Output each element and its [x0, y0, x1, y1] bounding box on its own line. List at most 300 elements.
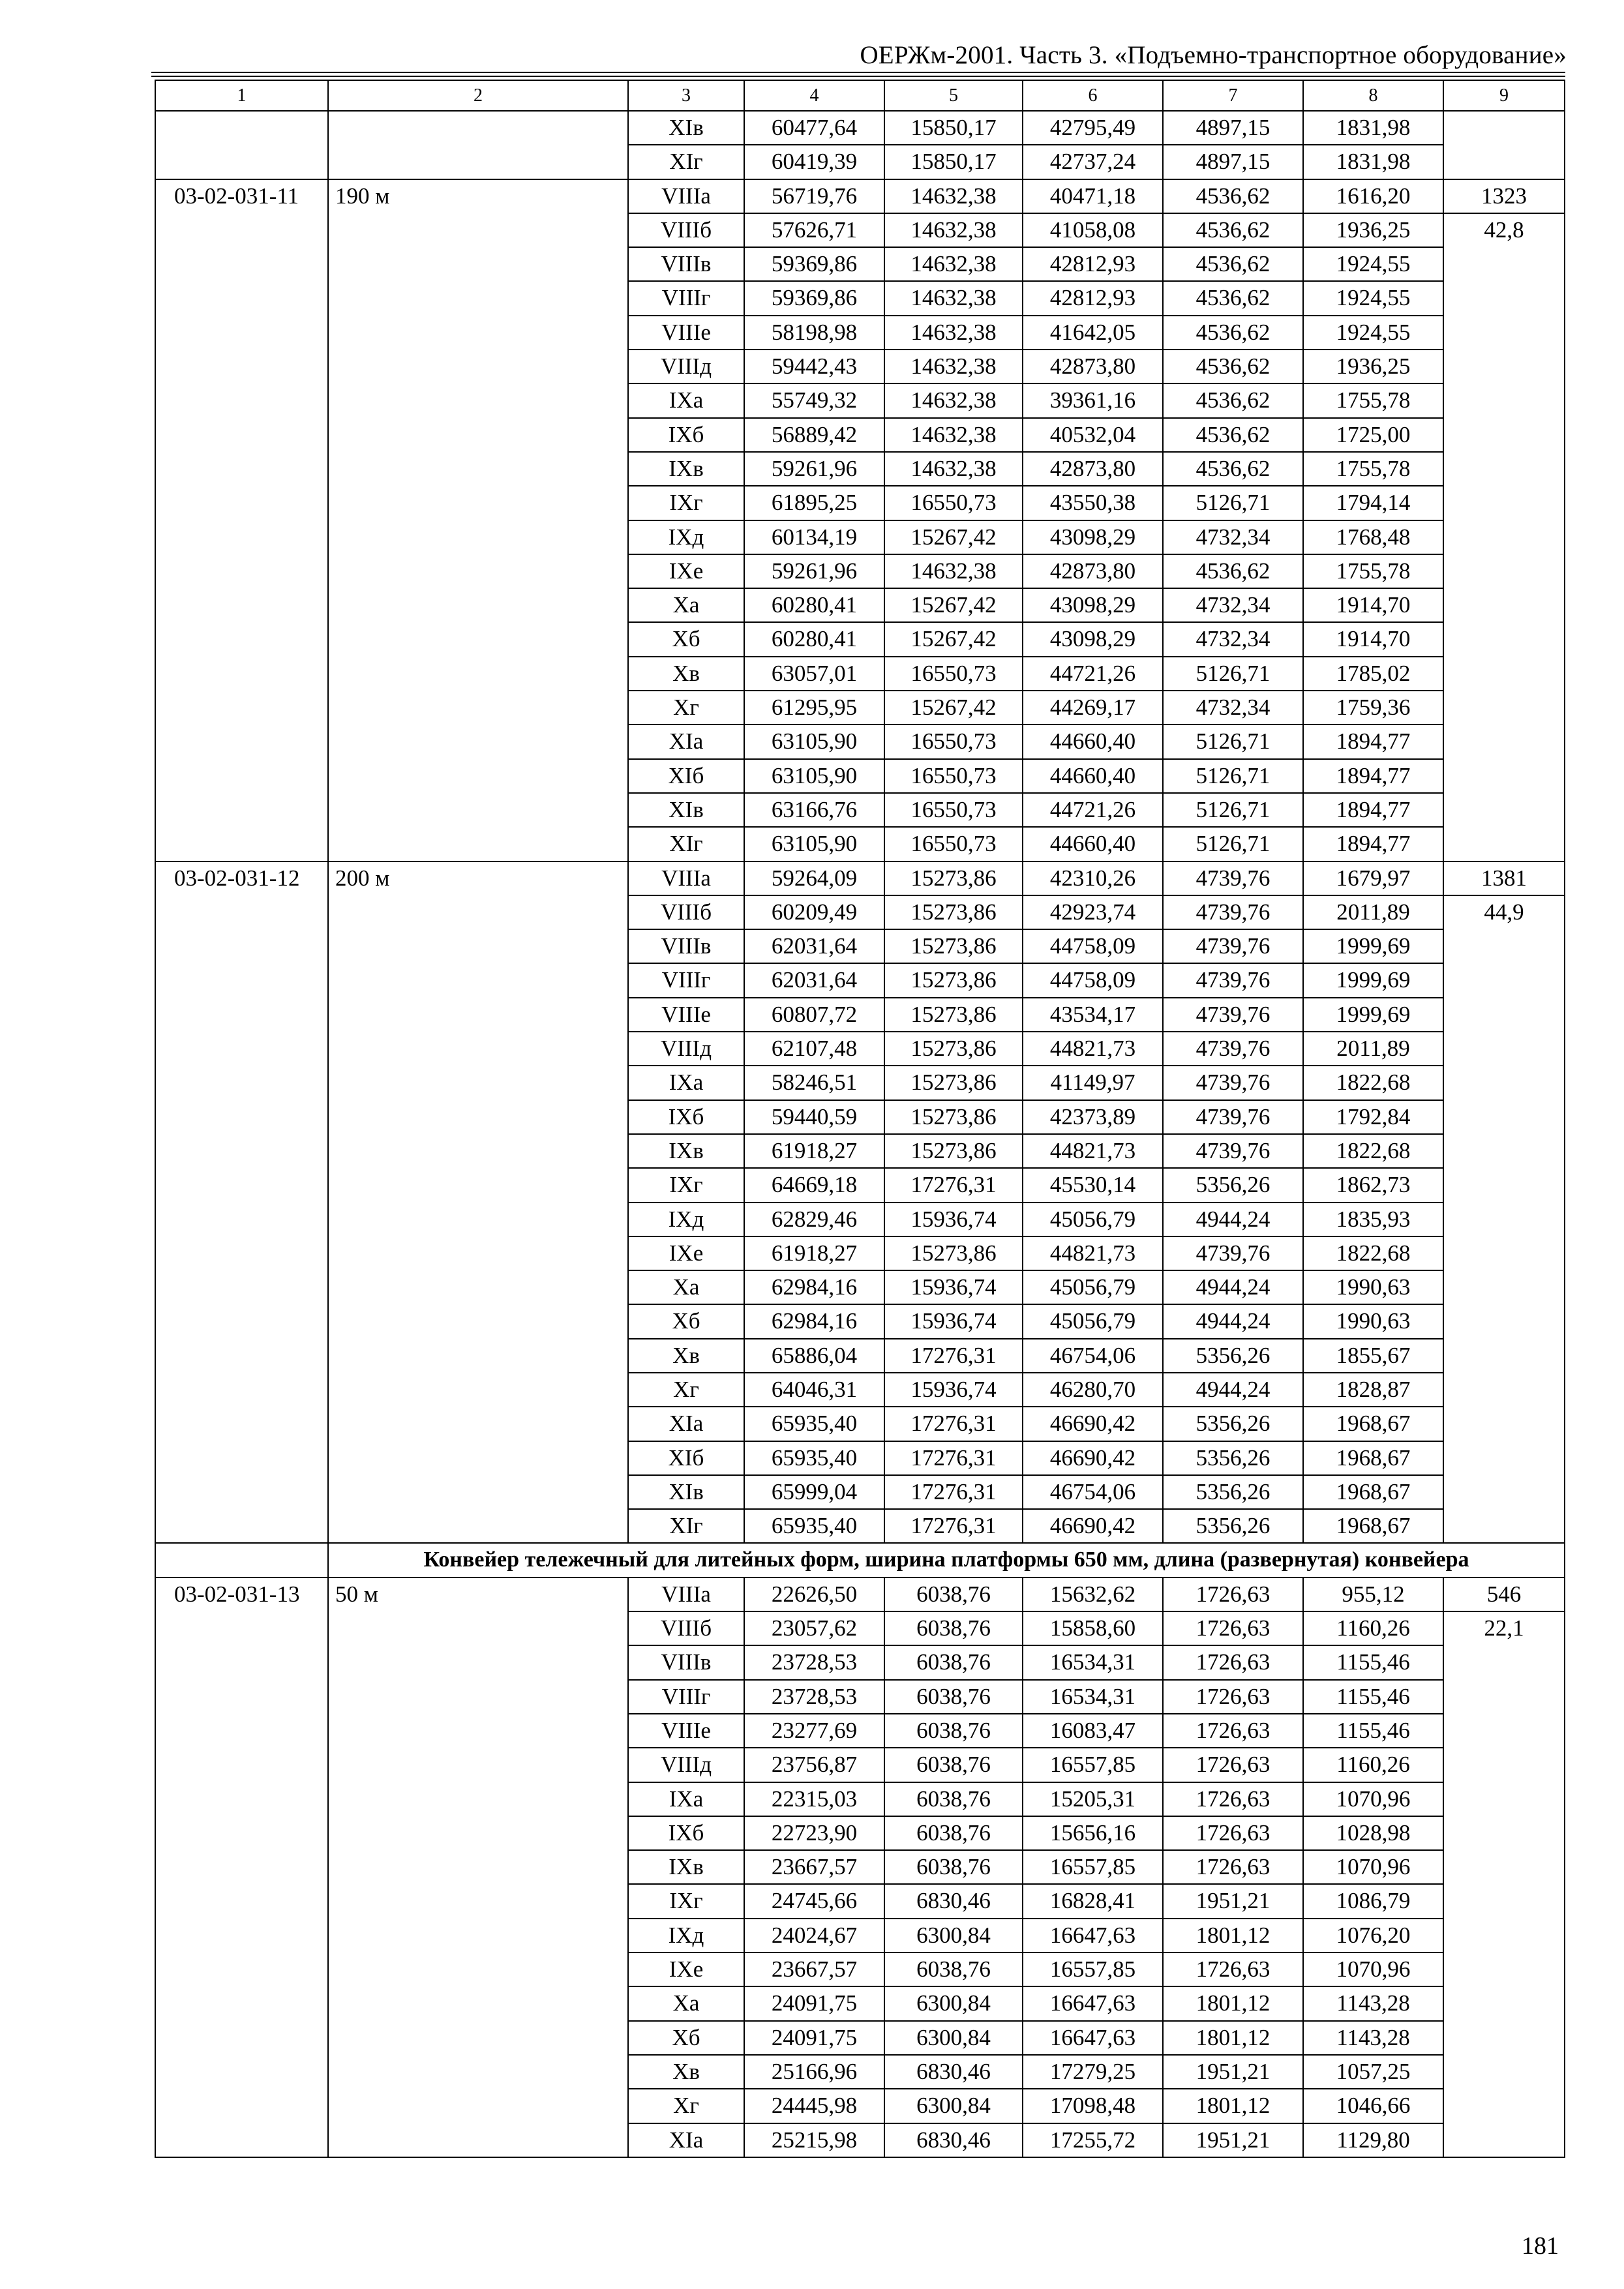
- table-cell: 44758,09: [1023, 929, 1163, 963]
- cell-col9: [1443, 111, 1565, 179]
- table-cell: 4739,76: [1163, 963, 1303, 997]
- table-cell: 45056,79: [1023, 1270, 1163, 1304]
- table-cell: 1726,63: [1163, 1748, 1303, 1782]
- table-cell: 1968,67: [1303, 1475, 1443, 1509]
- table-cell: VIIIг: [628, 1680, 744, 1714]
- table-cell: IXв: [628, 1850, 744, 1884]
- table-cell: 45530,14: [1023, 1168, 1163, 1202]
- table-cell: 4536,62: [1163, 247, 1303, 281]
- table-cell: 6038,76: [884, 1952, 1023, 1986]
- table-cell: 5356,26: [1163, 1339, 1303, 1373]
- table-cell: VIIIе: [628, 1714, 744, 1748]
- table-cell: 6038,76: [884, 1578, 1023, 1611]
- table-cell: VIIIа: [628, 179, 744, 213]
- table-cell: 1801,12: [1163, 1986, 1303, 2020]
- table-cell: 24091,75: [744, 1986, 884, 2020]
- table-cell: 1726,63: [1163, 1816, 1303, 1850]
- table-cell: 56889,42: [744, 418, 884, 452]
- table-cell: 1726,63: [1163, 1714, 1303, 1748]
- table-cell: 1968,67: [1303, 1509, 1443, 1543]
- table-cell: 5356,26: [1163, 1509, 1303, 1543]
- table-cell: 45056,79: [1023, 1304, 1163, 1338]
- table-cell: Xг: [628, 2089, 744, 2123]
- table-cell: 15273,86: [884, 963, 1023, 997]
- table-cell: 1831,98: [1303, 145, 1443, 179]
- table-cell: 1894,77: [1303, 827, 1443, 861]
- table-cell: 44660,40: [1023, 827, 1163, 861]
- table-cell: 15936,74: [884, 1203, 1023, 1236]
- table-cell: 6038,76: [884, 1816, 1023, 1850]
- table-cell: 24091,75: [744, 2021, 884, 2055]
- table-cell: 63105,90: [744, 759, 884, 793]
- table-cell: 16534,31: [1023, 1680, 1163, 1714]
- table-cell: 1070,96: [1303, 1952, 1443, 1986]
- table-cell: 16647,63: [1023, 2021, 1163, 2055]
- table-cell: 4739,76: [1163, 1100, 1303, 1134]
- table-cell: 955,12: [1303, 1578, 1443, 1611]
- table-cell: 60134,19: [744, 520, 884, 554]
- table-cell: 15656,16: [1023, 1816, 1163, 1850]
- table-cell: Xа: [628, 1986, 744, 2020]
- table-cell: 1726,63: [1163, 1645, 1303, 1679]
- table-cell: 46690,42: [1023, 1441, 1163, 1475]
- table-cell: 43534,17: [1023, 998, 1163, 1032]
- table-cell: 22723,90: [744, 1816, 884, 1850]
- table-cell: 14632,38: [884, 452, 1023, 486]
- table-cell: 14632,38: [884, 179, 1023, 213]
- table-cell: 59261,96: [744, 452, 884, 486]
- table-cell: 15273,86: [884, 861, 1023, 895]
- table-cell: 42812,93: [1023, 281, 1163, 315]
- table-cell: 14632,38: [884, 418, 1023, 452]
- table-cell: 25215,98: [744, 2123, 884, 2157]
- table-cell: 4739,76: [1163, 1134, 1303, 1168]
- table-cell: 4739,76: [1163, 929, 1303, 963]
- table-cell: 23057,62: [744, 1611, 884, 1645]
- table-cell: 1999,69: [1303, 998, 1443, 1032]
- table-cell: 44721,26: [1023, 657, 1163, 691]
- table-cell: 14632,38: [884, 350, 1023, 383]
- table-cell: 4944,24: [1163, 1304, 1303, 1338]
- table-cell: 63105,90: [744, 725, 884, 758]
- table-cell: 65999,04: [744, 1475, 884, 1509]
- table-cell: IXг: [628, 1168, 744, 1202]
- table-cell: 16557,85: [1023, 1748, 1163, 1782]
- table-cell: 1143,28: [1303, 1986, 1443, 2020]
- cell-code: [155, 111, 328, 179]
- table-cell: 46690,42: [1023, 1509, 1163, 1543]
- table-cell: 62031,64: [744, 929, 884, 963]
- table-cell: 17279,25: [1023, 2055, 1163, 2089]
- table-cell: 59264,09: [744, 861, 884, 895]
- table-cell: 44660,40: [1023, 725, 1163, 758]
- table-cell: 39361,16: [1023, 383, 1163, 417]
- table-cell: 15273,86: [884, 929, 1023, 963]
- table-cell: IXб: [628, 1816, 744, 1850]
- table-cell: 5356,26: [1163, 1407, 1303, 1441]
- table-cell: 6300,84: [884, 1986, 1023, 2020]
- table-cell: 1160,26: [1303, 1611, 1443, 1645]
- table-cell: XIб: [628, 759, 744, 793]
- table-cell: IXе: [628, 554, 744, 588]
- table-cell: 1046,66: [1303, 2089, 1443, 2123]
- table-cell: 23756,87: [744, 1748, 884, 1782]
- table-cell: 41058,08: [1023, 213, 1163, 247]
- cell-code: 03-02-031-11: [155, 179, 328, 861]
- table-cell: 14632,38: [884, 281, 1023, 315]
- table-cell: 64669,18: [744, 1168, 884, 1202]
- table-cell: 40471,18: [1023, 179, 1163, 213]
- table-cell: 23728,53: [744, 1680, 884, 1714]
- table-cell: 15273,86: [884, 998, 1023, 1032]
- table-cell: IXг: [628, 486, 744, 520]
- column-number: 3: [628, 80, 744, 111]
- table-cell: 16083,47: [1023, 1714, 1163, 1748]
- table-cell: 46754,06: [1023, 1475, 1163, 1509]
- table-cell: 46754,06: [1023, 1339, 1163, 1373]
- table-cell: 16534,31: [1023, 1645, 1163, 1679]
- table-cell: 4732,34: [1163, 588, 1303, 622]
- table-cell: 60280,41: [744, 588, 884, 622]
- table-cell: 5126,71: [1163, 759, 1303, 793]
- table-cell: 42873,80: [1023, 452, 1163, 486]
- table-cell: IXа: [628, 1782, 744, 1816]
- table-cell: 1155,46: [1303, 1645, 1443, 1679]
- table-cell: VIIIг: [628, 281, 744, 315]
- table-cell: 4897,15: [1163, 145, 1303, 179]
- table-cell: 1894,77: [1303, 725, 1443, 758]
- table-cell: 17098,48: [1023, 2089, 1163, 2123]
- cell-param: 190 м: [328, 179, 628, 861]
- table-cell: 1822,68: [1303, 1066, 1443, 1100]
- table-cell: 60280,41: [744, 622, 884, 656]
- column-number: 2: [328, 80, 628, 111]
- table-cell: VIIIв: [628, 1645, 744, 1679]
- table-cell: 44821,73: [1023, 1236, 1163, 1270]
- table-cell: 1835,93: [1303, 1203, 1443, 1236]
- table-cell: 64046,31: [744, 1373, 884, 1407]
- table-cell: Xб: [628, 1304, 744, 1338]
- table-cell: 1155,46: [1303, 1680, 1443, 1714]
- table-cell: 16550,73: [884, 725, 1023, 758]
- table-cell: 63057,01: [744, 657, 884, 691]
- table-cell: 17276,31: [884, 1441, 1023, 1475]
- table-cell: 17276,31: [884, 1168, 1023, 1202]
- table-cell: VIIIб: [628, 895, 744, 929]
- table-cell: 1914,70: [1303, 588, 1443, 622]
- table-cell: XIа: [628, 725, 744, 758]
- table-cell: 42812,93: [1023, 247, 1163, 281]
- table-cell: 4536,62: [1163, 383, 1303, 417]
- table-cell: 58198,98: [744, 316, 884, 350]
- table-cell: 1726,63: [1163, 1850, 1303, 1884]
- table-cell: 15858,60: [1023, 1611, 1163, 1645]
- table-cell: 1028,98: [1303, 1816, 1443, 1850]
- table-cell: 1951,21: [1163, 1884, 1303, 1918]
- table-cell: VIIIб: [628, 1611, 744, 1645]
- table-cell: 16828,41: [1023, 1884, 1163, 1918]
- table-cell: 15273,86: [884, 1032, 1023, 1066]
- table-cell: 1129,80: [1303, 2123, 1443, 2157]
- table-cell: 17276,31: [884, 1339, 1023, 1373]
- table-cell: 4732,34: [1163, 691, 1303, 725]
- table-cell: VIIIд: [628, 1748, 744, 1782]
- table-cell: 14632,38: [884, 247, 1023, 281]
- table-cell: 44821,73: [1023, 1032, 1163, 1066]
- table-cell: XIв: [628, 111, 744, 145]
- table-cell: 62829,46: [744, 1203, 884, 1236]
- table-cell: 5126,71: [1163, 793, 1303, 827]
- table-cell: 4739,76: [1163, 1032, 1303, 1066]
- table-cell: 65935,40: [744, 1509, 884, 1543]
- table-cell: 5126,71: [1163, 486, 1303, 520]
- section-title-row: [155, 1543, 1565, 1577]
- table-cell: 4536,62: [1163, 350, 1303, 383]
- table-cell: 61895,25: [744, 486, 884, 520]
- table-cell: Xв: [628, 2055, 744, 2089]
- table-cell: 4732,34: [1163, 622, 1303, 656]
- table-cell: 41149,97: [1023, 1066, 1163, 1100]
- table-cell: 16557,85: [1023, 1850, 1163, 1884]
- table-cell: 1792,84: [1303, 1100, 1443, 1134]
- table-cell: Xг: [628, 1373, 744, 1407]
- column-number-row: [155, 80, 1565, 111]
- table-cell: 42923,74: [1023, 895, 1163, 929]
- table-cell: 4739,76: [1163, 895, 1303, 929]
- table-cell: 1801,12: [1163, 1919, 1303, 1952]
- table-cell: 1726,63: [1163, 1611, 1303, 1645]
- table-cell: 1726,63: [1163, 1952, 1303, 1986]
- table-cell: XIа: [628, 1407, 744, 1441]
- table-cell: 59442,43: [744, 350, 884, 383]
- table-cell: 60807,72: [744, 998, 884, 1032]
- table-cell: 61918,27: [744, 1134, 884, 1168]
- table-cell: IXд: [628, 1203, 744, 1236]
- column-number: 4: [744, 80, 884, 111]
- table-cell: 62107,48: [744, 1032, 884, 1066]
- table-cell: 42795,49: [1023, 111, 1163, 145]
- table-cell: VIIIв: [628, 929, 744, 963]
- table-cell: 1990,63: [1303, 1270, 1443, 1304]
- table-cell: 42873,80: [1023, 350, 1163, 383]
- table-cell: 1968,67: [1303, 1441, 1443, 1475]
- table-row: [155, 111, 1565, 145]
- table-cell: 1951,21: [1163, 2123, 1303, 2157]
- table-cell: IXв: [628, 1134, 744, 1168]
- table-cell: 65935,40: [744, 1441, 884, 1475]
- table-cell: Xг: [628, 691, 744, 725]
- table-cell: 6038,76: [884, 1714, 1023, 1748]
- table-cell: 16550,73: [884, 657, 1023, 691]
- table-cell: 4944,24: [1163, 1270, 1303, 1304]
- header-rule-bottom: [151, 76, 1565, 77]
- table-cell: 1936,25: [1303, 350, 1443, 383]
- table-cell: 15850,17: [884, 111, 1023, 145]
- table-cell: XIв: [628, 793, 744, 827]
- table-cell: 23728,53: [744, 1645, 884, 1679]
- table-cell: Xв: [628, 1339, 744, 1373]
- table-cell: 42373,89: [1023, 1100, 1163, 1134]
- table-cell: 1822,68: [1303, 1236, 1443, 1270]
- table-cell: 15267,42: [884, 691, 1023, 725]
- table-cell: 1801,12: [1163, 2089, 1303, 2123]
- cell-param: 200 м: [328, 861, 628, 1544]
- table-cell: 6830,46: [884, 1884, 1023, 1918]
- table-cell: 17276,31: [884, 1509, 1023, 1543]
- table-cell: 24745,66: [744, 1884, 884, 1918]
- table-cell: 5356,26: [1163, 1441, 1303, 1475]
- column-number: 1: [155, 80, 328, 111]
- table-cell: 16647,63: [1023, 1919, 1163, 1952]
- table-cell: 22626,50: [744, 1578, 884, 1611]
- table-cell: 63105,90: [744, 827, 884, 861]
- table-cell: 5126,71: [1163, 657, 1303, 691]
- table-cell: 15850,17: [884, 145, 1023, 179]
- table-cell: 1936,25: [1303, 213, 1443, 247]
- table-cell: 6300,84: [884, 2021, 1023, 2055]
- table-cell: 15273,86: [884, 1100, 1023, 1134]
- table-cell: 4536,62: [1163, 316, 1303, 350]
- table-cell: 1070,96: [1303, 1850, 1443, 1884]
- table-cell: 61295,95: [744, 691, 884, 725]
- table-cell: 1755,78: [1303, 383, 1443, 417]
- table-cell: 15273,86: [884, 1066, 1023, 1100]
- table-cell: 56719,76: [744, 179, 884, 213]
- table-cell: 46280,70: [1023, 1373, 1163, 1407]
- table-cell: 4944,24: [1163, 1203, 1303, 1236]
- table-cell: 16550,73: [884, 827, 1023, 861]
- table-cell: 15632,62: [1023, 1578, 1163, 1611]
- table-cell: 1924,55: [1303, 316, 1443, 350]
- table-cell: 6830,46: [884, 2055, 1023, 2089]
- cell-col9-value: 1381: [1443, 861, 1565, 895]
- table-cell: 44660,40: [1023, 759, 1163, 793]
- table-cell: Xб: [628, 2021, 744, 2055]
- table-cell: XIа: [628, 2123, 744, 2157]
- table-cell: 4536,62: [1163, 179, 1303, 213]
- table-cell: 4536,62: [1163, 213, 1303, 247]
- cell-param: [328, 111, 628, 179]
- table-cell: 16550,73: [884, 759, 1023, 793]
- table-cell: 43550,38: [1023, 486, 1163, 520]
- table-cell: 17276,31: [884, 1407, 1023, 1441]
- header-rule-top: [151, 72, 1565, 73]
- table-cell: 1785,02: [1303, 657, 1443, 691]
- table-cell: 65886,04: [744, 1339, 884, 1373]
- table-cell: 1894,77: [1303, 793, 1443, 827]
- table-cell: 15273,86: [884, 1236, 1023, 1270]
- table-cell: 25166,96: [744, 2055, 884, 2089]
- table-cell: 1990,63: [1303, 1304, 1443, 1338]
- table-cell: 59261,96: [744, 554, 884, 588]
- column-number: 5: [884, 80, 1023, 111]
- table-cell: IXг: [628, 1884, 744, 1918]
- table-cell: 1831,98: [1303, 111, 1443, 145]
- table-cell: IXа: [628, 383, 744, 417]
- table-cell: 1862,73: [1303, 1168, 1443, 1202]
- table-cell: XIб: [628, 1441, 744, 1475]
- table-cell: 62031,64: [744, 963, 884, 997]
- table-cell: 6300,84: [884, 1919, 1023, 1952]
- table-cell: Xа: [628, 588, 744, 622]
- table-cell: 15267,42: [884, 520, 1023, 554]
- table-cell: VIIIа: [628, 1578, 744, 1611]
- table-cell: 1924,55: [1303, 247, 1443, 281]
- table-cell: 6038,76: [884, 1645, 1023, 1679]
- table-cell: 15273,86: [884, 895, 1023, 929]
- table-row: [155, 179, 1565, 213]
- table-cell: 44721,26: [1023, 793, 1163, 827]
- table-cell: VIIIд: [628, 1032, 744, 1066]
- table-cell: 58246,51: [744, 1066, 884, 1100]
- table-cell: 1070,96: [1303, 1782, 1443, 1816]
- table-cell: 23277,69: [744, 1714, 884, 1748]
- table-cell: 1725,00: [1303, 418, 1443, 452]
- table-cell: 1968,67: [1303, 1407, 1443, 1441]
- table-cell: 15267,42: [884, 588, 1023, 622]
- table-cell: 24445,98: [744, 2089, 884, 2123]
- table-cell: 6300,84: [884, 2089, 1023, 2123]
- cell-code: 03-02-031-12: [155, 861, 328, 1544]
- table-cell: 5356,26: [1163, 1475, 1303, 1509]
- table-cell: 43098,29: [1023, 520, 1163, 554]
- table-cell: 4536,62: [1163, 554, 1303, 588]
- table-cell: 5356,26: [1163, 1168, 1303, 1202]
- table-cell: IXв: [628, 452, 744, 486]
- table-cell: 44269,17: [1023, 691, 1163, 725]
- table-cell: Xа: [628, 1270, 744, 1304]
- table-cell: 1924,55: [1303, 281, 1443, 315]
- table-cell: 43098,29: [1023, 622, 1163, 656]
- table-cell: 6038,76: [884, 1748, 1023, 1782]
- table-cell: 1951,21: [1163, 2055, 1303, 2089]
- page-number: 181: [1522, 2232, 1559, 2260]
- table-cell: 23667,57: [744, 1850, 884, 1884]
- cell-col9-value: 42,8: [1443, 213, 1565, 861]
- cell-col9-value: 546: [1443, 1578, 1565, 1611]
- table-cell: 42310,26: [1023, 861, 1163, 895]
- table-cell: 55749,32: [744, 383, 884, 417]
- table-cell: XIг: [628, 145, 744, 179]
- table-cell: 1679,97: [1303, 861, 1443, 895]
- table-cell: 61918,27: [744, 1236, 884, 1270]
- table-cell: 4944,24: [1163, 1373, 1303, 1407]
- table-cell: VIIIе: [628, 998, 744, 1032]
- cell-col9-value: 44,9: [1443, 895, 1565, 1544]
- table-cell: 5126,71: [1163, 827, 1303, 861]
- table-row: [155, 861, 1565, 895]
- table-cell: IXа: [628, 1066, 744, 1100]
- table-cell: 6038,76: [884, 1850, 1023, 1884]
- table-cell: 24024,67: [744, 1919, 884, 1952]
- table-cell: 4536,62: [1163, 452, 1303, 486]
- table-cell: 4536,62: [1163, 281, 1303, 315]
- table-cell: VIIIд: [628, 350, 744, 383]
- table-cell: 1726,63: [1163, 1680, 1303, 1714]
- table-cell: IXб: [628, 1100, 744, 1134]
- table-cell: 45056,79: [1023, 1203, 1163, 1236]
- table-cell: 1999,69: [1303, 929, 1443, 963]
- table-cell: 44758,09: [1023, 963, 1163, 997]
- column-number: 8: [1303, 80, 1443, 111]
- table-cell: 1822,68: [1303, 1134, 1443, 1168]
- table-cell: 16550,73: [884, 793, 1023, 827]
- table-cell: 59440,59: [744, 1100, 884, 1134]
- table-cell: 41642,05: [1023, 316, 1163, 350]
- table-cell: 1768,48: [1303, 520, 1443, 554]
- table-cell: 15205,31: [1023, 1782, 1163, 1816]
- table-cell: VIIIв: [628, 247, 744, 281]
